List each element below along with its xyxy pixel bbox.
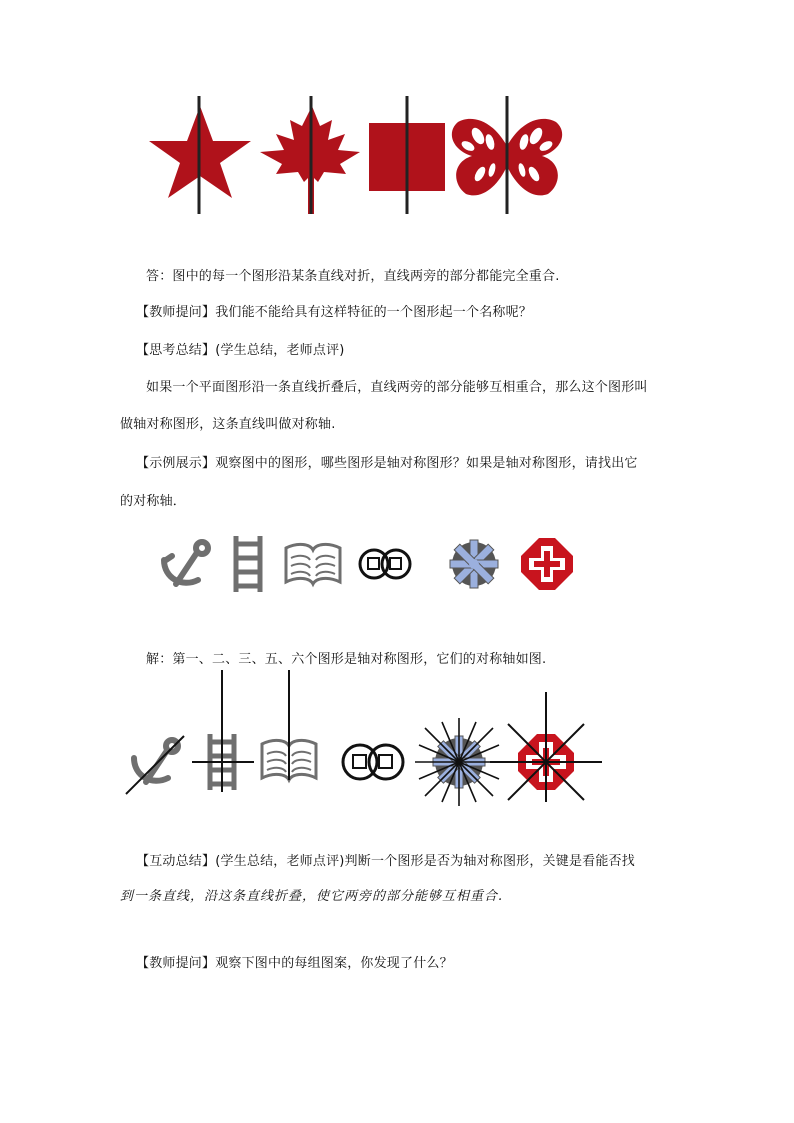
snowflake-icon — [450, 540, 498, 588]
answer-text: 答：图中的每一个图形沿某条直线对折，直线两旁的部分都能完全重合. — [146, 269, 560, 284]
teacher-question-2: 【教师提问】观察下图中的每组图案，你发现了什么？ — [136, 956, 453, 971]
ladder-icon — [236, 536, 260, 592]
definition-line-2: 做轴对称图形，这条直线叫做对称轴. — [120, 417, 336, 432]
solution-text: 解：第一、二、三、五、六个图形是轴对称图形，它们的对称轴如图. — [146, 652, 547, 667]
anchor-icon — [126, 736, 184, 794]
example-line-1: 【示例展示】观察图中的图形，哪些图形是轴对称图形？如果是轴对称图形，请找出它 — [136, 456, 638, 471]
open-book-icon — [262, 670, 316, 780]
coins-icon — [343, 745, 403, 779]
butterfly-icon — [452, 96, 562, 214]
square-icon — [369, 96, 445, 214]
row3-figures — [120, 668, 610, 808]
red-cross-icon — [521, 538, 573, 590]
interactive-summary-text-1: 【互动总结】(学生总结，老师点评)判断一个图形是否为轴对称图形，关键是看能否找 — [136, 854, 635, 869]
star-icon — [149, 96, 251, 214]
row2-figures — [158, 534, 588, 594]
red-cross-icon — [490, 692, 602, 802]
anchor-icon — [164, 542, 208, 584]
definition-line-1: 如果一个平面图形沿一条直线折叠后，直线两旁的部分能够互相重合，那么这个图形叫 — [146, 380, 648, 395]
coins-icon — [360, 550, 410, 578]
example-line-2: 的对称轴． — [120, 494, 187, 509]
maple-leaf-icon — [260, 96, 360, 214]
interactive-summary-line-2: 到一条直线，沿这条直线折叠，使它两旁的部分能够互相重合. — [120, 889, 504, 904]
row1-figures — [140, 94, 580, 218]
summary-heading: 【思考总结】(学生总结，老师点评) — [136, 343, 345, 358]
ladder-icon — [192, 670, 254, 792]
interactive-summary-line-1 — [136, 853, 635, 871]
snowflake-icon — [415, 718, 503, 806]
teacher-question-1: 【教师提问】我们能不能给具有这样特征的一个图形起一个名称呢？ — [136, 305, 533, 320]
open-book-icon — [286, 544, 340, 584]
